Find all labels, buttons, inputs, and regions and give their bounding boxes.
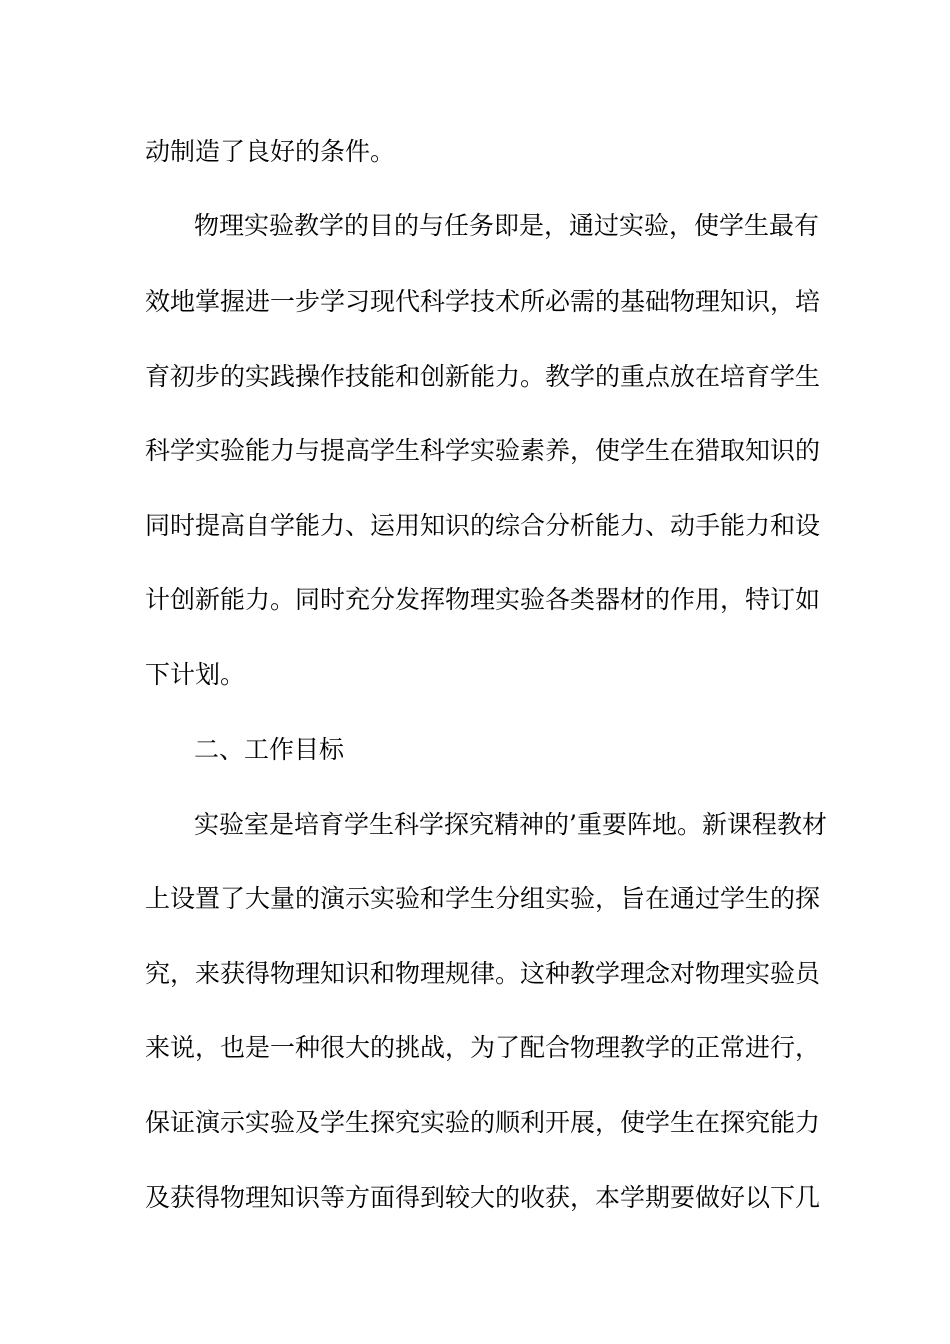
text-line: 动制造了良好的条件。 (145, 137, 396, 166)
text-line: 育初步的实践操作技能和创新能力。教学的重点放在培育学生 (145, 362, 821, 391)
section-heading: 二、工作目标 (194, 735, 345, 764)
text-line: 究，来获得物理知识和物理规律。这种教学理念对物理实验员 (145, 959, 821, 988)
text-line: 科学实验能力与提高学生科学实验素养，使学生在猎取知识的 (145, 436, 821, 465)
text-line: 上设置了大量的演示实验和学生分组实验，旨在通过学生的探 (145, 884, 821, 913)
text-line: 下计划。 (145, 660, 246, 689)
text-line: 来说，也是一种很大的挑战，为了配合物理教学的正常进行， (145, 1033, 821, 1062)
text-line: 保证演示实验及学生探究实验的顺利开展，使学生在探究能力 (145, 1108, 821, 1137)
text-line: 同时提高自学能力、运用知识的综合分析能力、动手能力和设 (145, 511, 821, 540)
paragraph-first-line: 实验室是培育学生科学探究精神的’重要阵地。新课程教材 (194, 810, 827, 839)
text-line: 及获得物理知识等方面得到较大的收获，本学期要做好以下几 (145, 1183, 821, 1212)
paragraph-first-line: 物理实验教学的目的与任务即是，通过实验，使学生最有 (194, 211, 820, 240)
text-line: 计创新能力。同时充分发挥物理实验各类器材的作用，特订如 (145, 585, 821, 614)
text-line: 效地掌握进一步学习现代科学技术所必需的基础物理知识，培 (145, 287, 821, 316)
